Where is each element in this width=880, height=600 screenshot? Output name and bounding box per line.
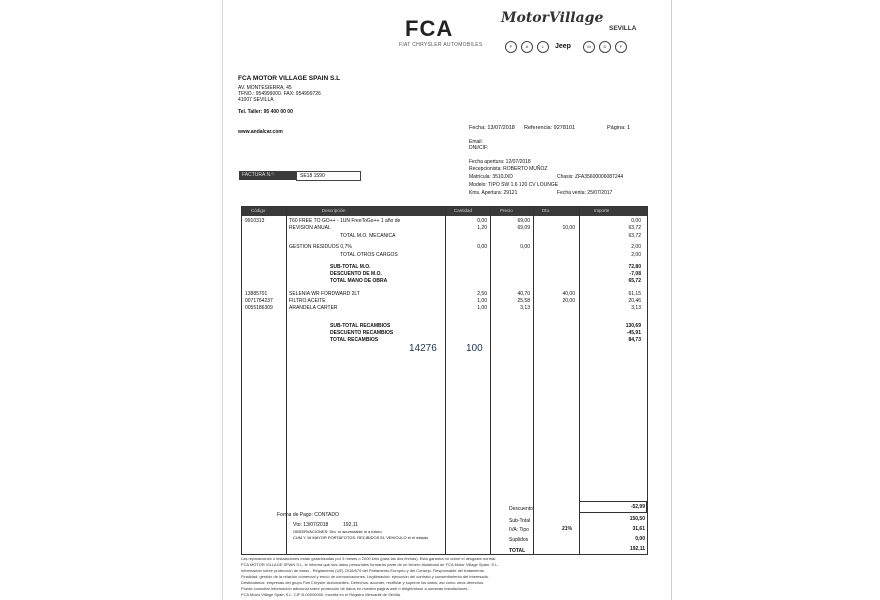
legal-text-line: FCA Motor Village Spain S.L. CIF B-00000000. Inscrita en el Registro Mercantil de Sevilla. [241,592,402,597]
observations-line-1: OBSERVACIONES: Dto. ni acumulable ni a futuro. [293,529,383,534]
row-description: TOTAL RECAMBIOS [330,337,379,343]
row-code: 0071764237 [245,298,273,304]
customer-dni: DNI/CIF: [469,145,489,151]
row-description: T60 FREE TO GO++ - 1UN FreeToGo++ 1 año de [289,218,401,224]
handwritten-stamp-a: 14276 [409,343,437,354]
row-amount: 130,69 [625,323,641,329]
header-amount: Importe [594,208,610,213]
row-amount: 20,46 [628,298,641,304]
row-price: 0,00 [520,244,530,250]
due-date: Vto: 13/07/2018 [293,522,329,528]
row-amount: 2,00 [631,252,641,258]
company-phones: TFNO.: 954999000. FAX: 954999726 [238,91,321,97]
observations-line-2: CUM Y 16 MAYOR PORTAFOTOS: RECIBIDOS EL VEHICULO ei el estado [293,535,429,540]
company-website: www.andalcar.com [238,129,283,135]
invoice-page [222,0,672,600]
brand-lancia-icon: L [537,41,549,53]
invoice-number-label: FACTURA N.º: [239,171,296,180]
invoice-page-number: Página: 1 [607,125,631,131]
subtotal-value: 150,50 [629,516,645,522]
column-divider [490,207,491,554]
row-code: 0055186309 [245,305,273,311]
row-discount: 20,00 [562,298,575,304]
row-amount: 84,73 [628,337,641,343]
motor-village-city: SEVILLA [609,25,637,32]
header-description: Descripción [322,208,346,213]
company-city: 41007 SEVILLA [238,97,274,103]
row-description: DESCUENTO RECAMBIOS [330,330,394,336]
row-amount: 63,72 [628,225,641,231]
row-discount: 10,00 [562,225,575,231]
due-amount: 192,11 [343,522,358,528]
row-description: FILTRO ACEITE [289,298,326,304]
invoice-number: SE18 1590 [296,171,361,181]
legal-text-line: Destinatarios: empresas del grupo Fiat Chrysler Automobiles. Derechos: acceder, rectificar y suprimir los datos, así como otros derechos. [241,580,485,585]
row-description: SUB-TOTAL M.O. [330,264,371,270]
total-label: TOTAL [509,548,526,554]
row-description: TOTAL OTROS CARGOS [340,252,398,258]
row-price: 69,00 [517,218,530,224]
row-description: ARANDELA CARTER [289,305,338,311]
row-price: 40,70 [517,291,530,297]
subtotal-label: Sub-Total [509,518,531,524]
row-amount: -45,91 [626,330,641,336]
row-description: REVISION ANUAL [289,225,331,231]
column-divider [445,207,446,554]
handwritten-stamp-b: 100 [466,343,483,354]
row-price: 25,58 [517,298,530,304]
row-amount: 3,13 [631,305,641,311]
sale-date: Fecha venta: 25/07/2017 [557,190,613,196]
brand-jeep-logo: Jeep [555,43,571,50]
brand-alfa-icon: A [521,41,533,53]
legal-text-line: FCA MOTOR VILLAGE SPAIN S.L, le informa que sus datos personales formarán parte de un fichero titularidad de FCA Motor Village Spain, S.L. [241,562,499,567]
legal-text-line: Puede consultar información adicional sobre protección de datos en nuestra página web o dirigiéndose a nuestras instalaciones. [241,586,469,591]
chassis-number: Chasis: ZFA35600006087244 [557,174,624,180]
row-amount: 0,00 [631,218,641,224]
row-amount: 61,15 [628,291,641,297]
opening-date: Fecha apertura: 12/07/2018 [469,159,531,165]
supplies-label: Suplidos [509,537,529,543]
company-address: AV. MONTESIERRA, 45 [238,85,292,91]
header-code: Código [251,208,266,213]
row-description: TOTAL MANO DE OBRA [330,278,388,284]
row-discount: 40,00 [562,291,575,297]
row-description: SUB-TOTAL RECAMBIOS [330,323,391,329]
brand-maserati-icon: M [583,41,595,53]
vat-label: IVA: Tipo [509,527,529,533]
vehicle-model: Modelo: TIPO SW 1.6 120 CV LOUNGE [469,182,559,188]
row-description: TOTAL M.O. MECANICA [340,233,396,239]
row-amount: 2,00 [631,244,641,250]
row-description: DESCUENTO DE M.O. [330,271,382,277]
fca-logo: FCA [405,16,454,41]
header-price: Precio [500,208,513,213]
vat-value: 31,61 [632,526,645,532]
opening-kms: Kms. Apertura: 29121 [469,190,518,196]
row-amount: 72,80 [628,264,641,270]
brand-dodge-icon: D [599,41,611,53]
legal-text-line: Información sobre protección de datos - Reglamento (UE) 2016/679 del Parlamento Europeo y del Consejo. Responsable del tratamiento. [241,568,486,573]
supplies-value: 0,00 [635,536,645,542]
column-divider [533,207,534,554]
row-price: 3,13 [520,305,530,311]
header-discount: Dto. [542,208,551,213]
row-description: SELENIA WR FORDWARD 2LT [289,291,360,297]
row-amount: 65,72 [628,278,641,284]
invoice-date: Fecha: 13/07/2018 [469,125,515,131]
legal-text-line: Las reparaciones o instalaciones están garantizadas por 3 meses o 2000 kms (para las dos fechas). Esta garantía no cubre el desgaste normal. [241,556,497,561]
row-price: 69,09 [517,225,530,231]
row-description: GESTION RESIDUOS 0,7% [289,244,352,250]
plate-number: Matrícula: 3510JXD [469,174,513,180]
row-quantity: 1,20 [477,225,487,231]
total-value: 192,11 [629,546,645,552]
brand-fiat-icon: F [505,41,517,53]
vat-rate: 21% [562,526,573,532]
column-divider [286,207,287,554]
row-code: 13885701 [245,291,268,297]
row-quantity: 1,00 [477,298,487,304]
customer-email: Email: [469,139,483,145]
row-quantity: 1,00 [477,305,487,311]
fca-subtitle: FIAT CHRYSLER AUTOMOBILES [399,42,483,48]
row-quantity: 0,00 [477,218,487,224]
receptionist: Recepcionista: ROBERTO MUÑOZ [469,166,548,172]
motor-village-logo: MotorVillage [501,10,604,26]
brand-fiat-pro-icon: F [615,41,627,53]
row-quantity: 0,00 [477,244,487,250]
payment-method: Forma de Pago: CONTADO [277,512,339,518]
row-quantity: 2,50 [477,291,487,297]
company-workshop-phone: Tel. Taller: 95 400 00 00 [238,109,293,115]
row-amount: -7,08 [629,271,641,277]
row-amount: 63,72 [628,233,641,239]
row-code: 9910313 [245,218,265,224]
company-name: FCA MOTOR VILLAGE SPAIN S.L [238,75,341,82]
discount-label: Descuento [509,506,533,512]
discount-value: -52,99 [630,504,645,510]
legal-text-line: Finalidad: gestión de la relación comercial y envío de comunicaciones. Legitimación: ejecución del contrato y consentimiento del interesado. [241,574,490,579]
invoice-reference: Referencia: 9278101 [524,125,576,131]
header-quantity: Cantidad [454,208,473,213]
